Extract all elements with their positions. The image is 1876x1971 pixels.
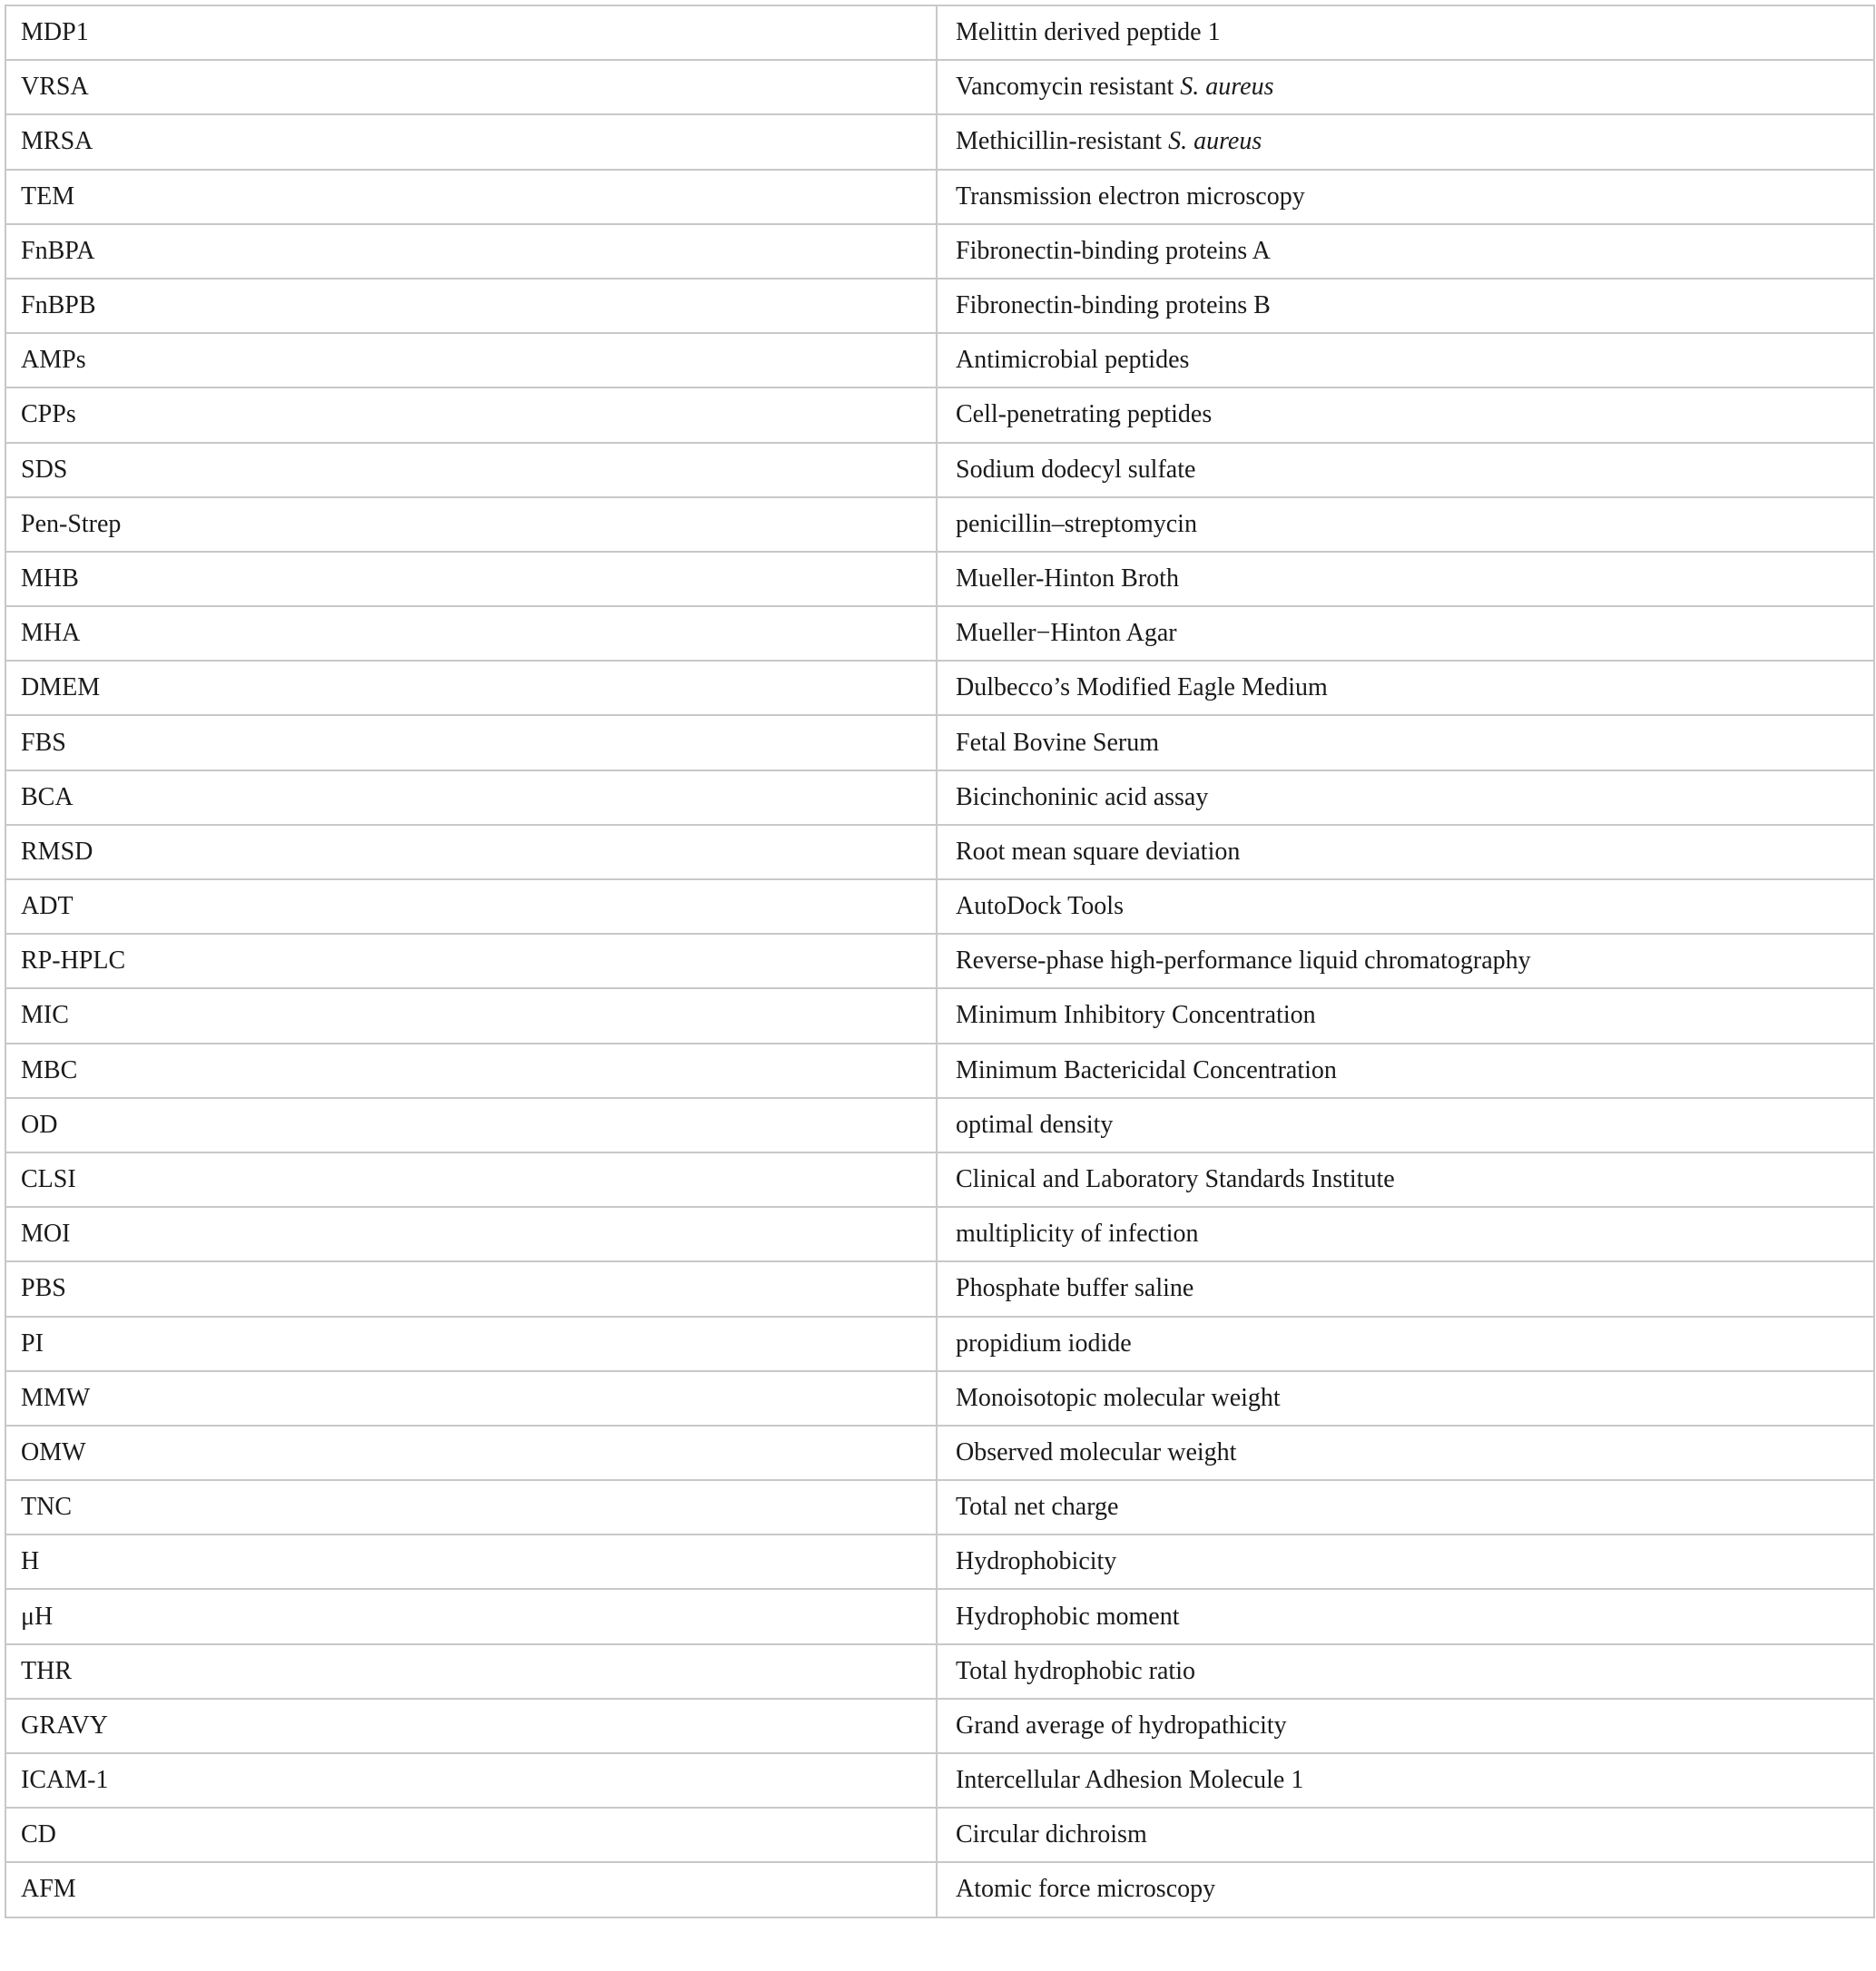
definition-cell — [937, 1044, 1874, 1098]
table-row — [5, 443, 1874, 497]
table-row — [5, 1480, 1874, 1535]
table-row — [5, 5, 1874, 60]
abbreviation-cell: MDP1 — [5, 5, 937, 60]
definition-text: Methicillin-resistant — [956, 127, 1169, 156]
definition-text: Circular dichroism — [956, 1820, 1147, 1849]
definition-cell — [937, 552, 1874, 606]
definition-text: Fibronectin-binding proteins B — [956, 291, 1271, 320]
abbreviation-cell: GRAVY — [5, 1699, 937, 1753]
definition-text: Hydrophobicity — [956, 1547, 1117, 1576]
definition-text: Minimum Inhibitory Concentration — [956, 1001, 1316, 1030]
table-row — [5, 1862, 1874, 1917]
abbreviation-cell: CLSI — [5, 1152, 937, 1207]
definition-cell — [937, 1808, 1874, 1862]
definition-text: Fibronectin-binding proteins A — [956, 236, 1271, 265]
definition-cell — [937, 606, 1874, 661]
definition-text: Bicinchoninic acid assay — [956, 782, 1209, 811]
definition-cell — [937, 5, 1874, 60]
abbreviation-cell: FBS — [5, 715, 937, 770]
definition-text: propidium iodide — [956, 1329, 1132, 1358]
definition-text: Mueller-Hinton Broth — [956, 564, 1179, 593]
table-row — [5, 224, 1874, 279]
definition-text: Minimum Bactericidal Concentration — [956, 1055, 1337, 1084]
definition-cell — [937, 988, 1874, 1043]
definition-cell — [937, 1426, 1874, 1480]
definition-cell — [937, 1862, 1874, 1917]
table-row — [5, 825, 1874, 879]
definition-cell — [937, 443, 1874, 497]
definition-cell — [937, 1535, 1874, 1589]
table-row — [5, 552, 1874, 606]
definition-text: Vancomycin resistant — [956, 73, 1181, 102]
definition-text: Hydrophobic moment — [956, 1602, 1180, 1631]
definition-cell — [937, 1480, 1874, 1535]
abbreviation-cell: MBC — [5, 1044, 937, 1098]
abbreviation-cell: THR — [5, 1644, 937, 1699]
abbreviation-cell: RP-HPLC — [5, 934, 937, 988]
abbreviation-cell: FnBPB — [5, 279, 937, 333]
definition-text: Grand average of hydropathicity — [956, 1711, 1287, 1740]
definition-cell — [937, 333, 1874, 387]
abbreviation-cell: MHB — [5, 552, 937, 606]
table-row — [5, 497, 1874, 552]
definition-cell — [937, 1699, 1874, 1753]
definition-cell — [937, 60, 1874, 114]
definition-text: Antimicrobial peptides — [956, 346, 1190, 375]
definition-text: multiplicity of infection — [956, 1220, 1199, 1249]
definition-cell — [937, 497, 1874, 552]
abbreviation-cell: AFM — [5, 1862, 937, 1917]
definition-text: Intercellular Adhesion Molecule 1 — [956, 1766, 1304, 1795]
definition-italic-text: S. aureus — [1168, 127, 1262, 156]
abbreviation-cell: MRSA — [5, 114, 937, 169]
definition-cell — [937, 934, 1874, 988]
definition-cell — [937, 1098, 1874, 1152]
definition-text: Cell-penetrating peptides — [956, 400, 1213, 429]
table-row — [5, 1317, 1874, 1371]
definition-text: optimal density — [956, 1110, 1114, 1139]
table-row — [5, 1152, 1874, 1207]
definition-text: Phosphate buffer saline — [956, 1274, 1194, 1303]
abbreviation-cell: SDS — [5, 443, 937, 497]
definition-text: Total hydrophobic ratio — [956, 1656, 1195, 1685]
table-row — [5, 606, 1874, 661]
definition-text: Reverse-phase high-performance liquid chromatography — [956, 946, 1531, 976]
definition-cell — [937, 1207, 1874, 1261]
definition-text: Root mean square deviation — [956, 837, 1241, 866]
definition-cell — [937, 715, 1874, 770]
definition-cell — [937, 825, 1874, 879]
table-row — [5, 715, 1874, 770]
definition-cell — [937, 1753, 1874, 1808]
table-row — [5, 333, 1874, 387]
table-row — [5, 1644, 1874, 1699]
definition-cell — [937, 224, 1874, 279]
abbreviation-cell: RMSD — [5, 825, 937, 879]
definition-cell — [937, 879, 1874, 934]
definition-text: Sodium dodecyl sulfate — [956, 455, 1196, 484]
abbreviation-cell: ADT — [5, 879, 937, 934]
table-row — [5, 170, 1874, 224]
definition-cell — [937, 1261, 1874, 1316]
abbreviation-cell: MIC — [5, 988, 937, 1043]
abbreviation-cell: FnBPA — [5, 224, 937, 279]
table-row — [5, 1535, 1874, 1589]
definition-cell — [937, 387, 1874, 442]
definition-cell — [937, 1152, 1874, 1207]
definition-text: Observed molecular weight — [956, 1437, 1237, 1466]
definition-cell — [937, 661, 1874, 715]
table-row — [5, 1699, 1874, 1753]
abbreviation-cell: H — [5, 1535, 937, 1589]
abbreviation-cell: μH — [5, 1589, 937, 1643]
abbreviation-cell: ICAM-1 — [5, 1753, 937, 1808]
abbreviation-cell: TNC — [5, 1480, 937, 1535]
abbreviations-table-body — [5, 5, 1874, 1917]
definition-cell — [937, 279, 1874, 333]
table-row — [5, 1589, 1874, 1643]
definition-cell — [937, 1589, 1874, 1643]
abbreviation-cell: VRSA — [5, 60, 937, 114]
table-row — [5, 1044, 1874, 1098]
table-row — [5, 879, 1874, 934]
table-row — [5, 114, 1874, 169]
abbreviation-cell: PI — [5, 1317, 937, 1371]
table-row — [5, 1207, 1874, 1261]
abbreviation-cell: TEM — [5, 170, 937, 224]
definition-text: Monoisotopic molecular weight — [956, 1383, 1281, 1412]
table-row — [5, 934, 1874, 988]
abbreviation-cell: MOI — [5, 1207, 937, 1261]
table-row — [5, 1098, 1874, 1152]
abbreviation-cell: AMPs — [5, 333, 937, 387]
abbreviation-cell: MMW — [5, 1371, 937, 1426]
definition-cell — [937, 170, 1874, 224]
definition-text: Transmission electron microscopy — [956, 181, 1305, 211]
table-row — [5, 1753, 1874, 1808]
table-row — [5, 1426, 1874, 1480]
table-row — [5, 1261, 1874, 1316]
definition-text: Total net charge — [956, 1493, 1119, 1522]
abbreviation-cell: OMW — [5, 1426, 937, 1480]
definition-text: Clinical and Laboratory Standards Institute — [956, 1165, 1395, 1194]
definition-text: Fetal Bovine Serum — [956, 728, 1159, 757]
abbreviation-cell: PBS — [5, 1261, 937, 1316]
definition-cell — [937, 770, 1874, 825]
abbreviation-cell: DMEM — [5, 661, 937, 715]
definition-cell — [937, 1644, 1874, 1699]
definition-text: Mueller−Hinton Agar — [956, 619, 1177, 648]
table-row — [5, 279, 1874, 333]
definition-text: penicillin–streptomycin — [956, 509, 1197, 538]
abbreviation-cell: BCA — [5, 770, 937, 825]
abbreviation-cell: CD — [5, 1808, 937, 1862]
abbreviations-table — [5, 5, 1875, 1918]
definition-cell — [937, 114, 1874, 169]
definition-text: Atomic force microscopy — [956, 1875, 1216, 1904]
abbreviation-cell: CPPs — [5, 387, 937, 442]
table-row — [5, 1371, 1874, 1426]
table-row — [5, 770, 1874, 825]
table-row — [5, 661, 1874, 715]
abbreviation-cell: MHA — [5, 606, 937, 661]
table-row — [5, 988, 1874, 1043]
definition-text: AutoDock Tools — [956, 892, 1124, 921]
abbreviation-cell: OD — [5, 1098, 937, 1152]
table-row — [5, 1808, 1874, 1862]
definition-text: Melittin derived peptide 1 — [956, 18, 1221, 47]
definition-cell — [937, 1317, 1874, 1371]
definition-italic-text: S. aureus — [1180, 73, 1274, 102]
table-row — [5, 387, 1874, 442]
table-row — [5, 60, 1874, 114]
abbreviation-cell: Pen-Strep — [5, 497, 937, 552]
definition-text: Dulbecco’s Modified Eagle Medium — [956, 673, 1328, 702]
definition-cell — [937, 1371, 1874, 1426]
